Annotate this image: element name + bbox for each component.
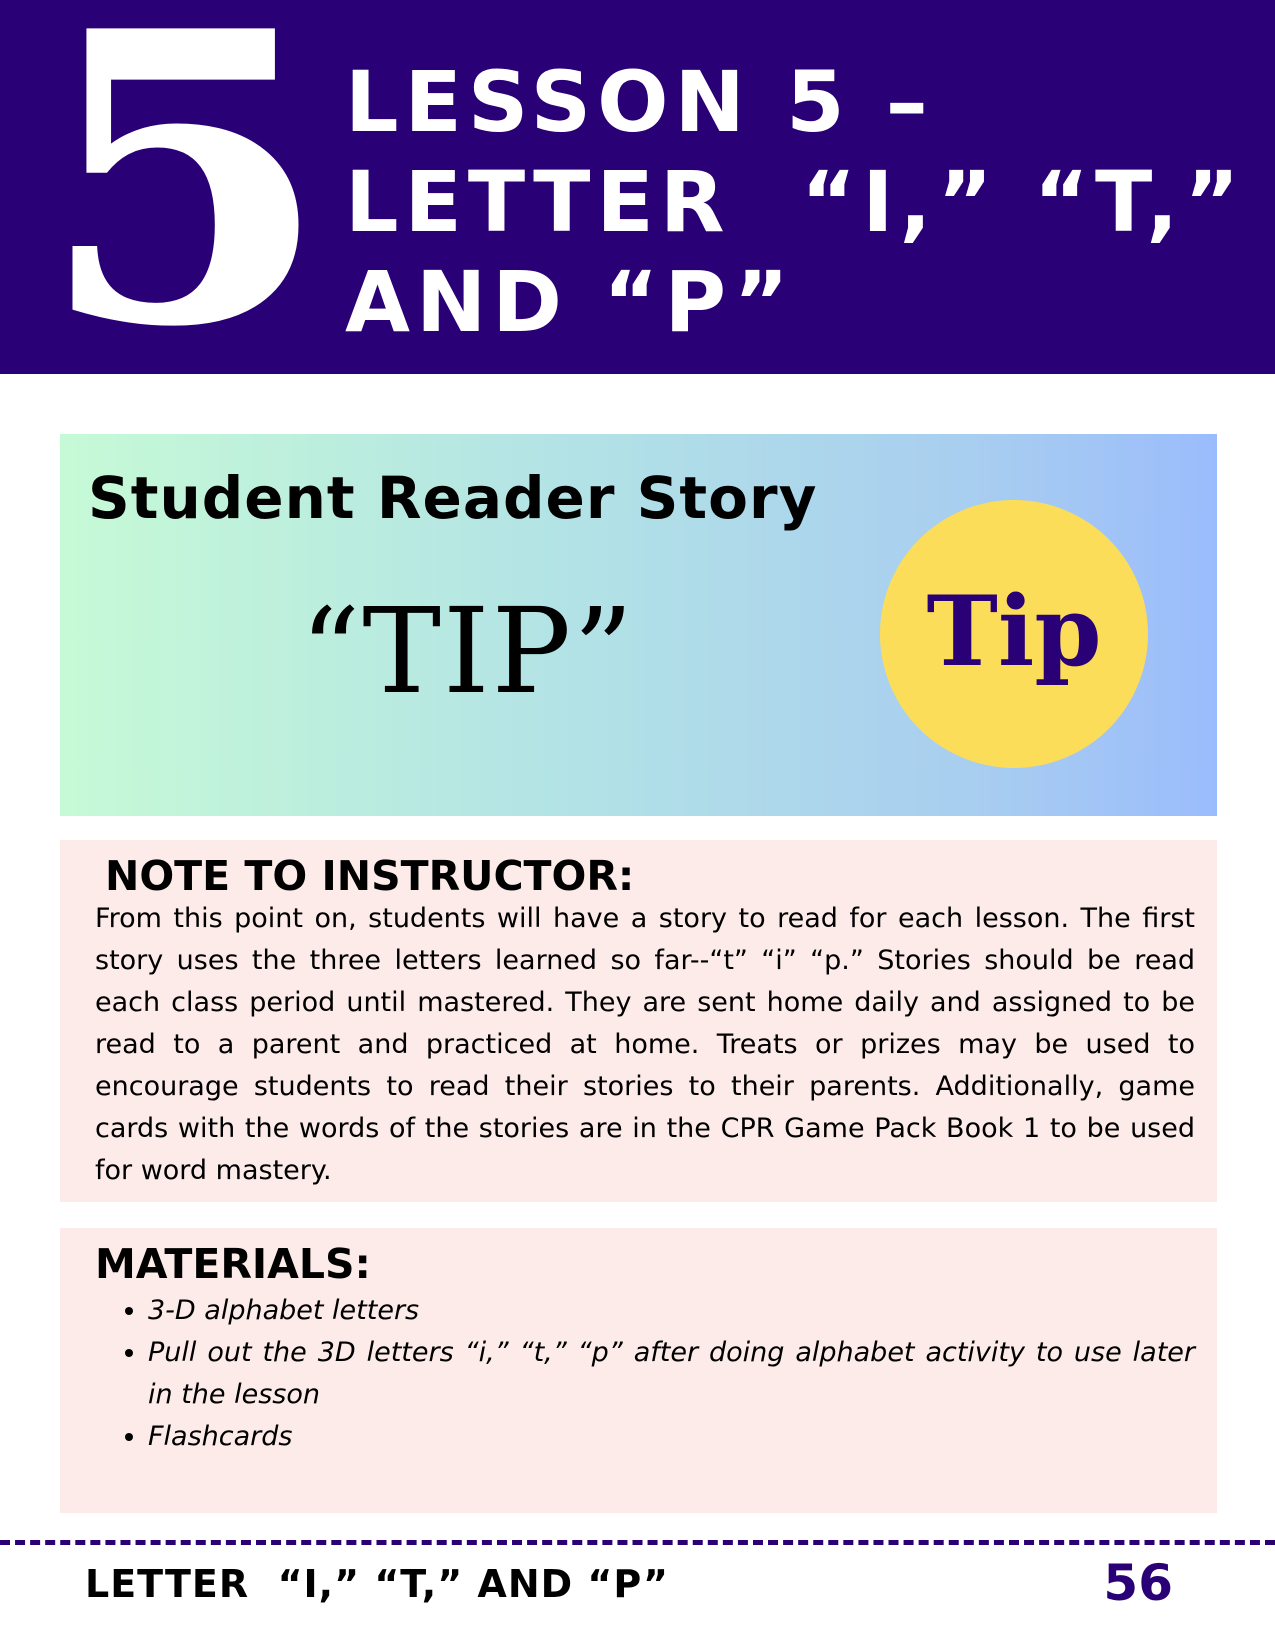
materials-list (95, 1290, 1195, 1458)
materials-box (60, 1228, 1217, 1513)
footer-title: LETTER “I,” “T,” AND “P” (85, 1562, 669, 1606)
list-item: • Pull out the 3D letters “i,” “t,” “p” after doing alphabet activity to use later in the lesson (148, 1332, 1195, 1416)
story-banner (60, 434, 1217, 816)
lesson-number: 5 (38, 0, 331, 415)
list-item: • 3-D alphabet letters (148, 1290, 1195, 1332)
lesson-title-line-3: AND “P” (345, 253, 795, 351)
materials-heading: MATERIALS: (95, 1240, 371, 1288)
lesson-title-line-2: LETTER “I,” “T,” (345, 153, 1246, 251)
lesson-title-line-1: LESSON 5 – (345, 53, 934, 151)
footer-divider (0, 1540, 1275, 1545)
tip-badge-label: Tip (926, 574, 1102, 688)
note-body: From this point on, students will have a story to read for each lesson. The first story uses the three letters learned so far--“t” “i” “p.” Stories should be read each class period until mastered. They are sent home daily and assigned to be read to a parent and practiced at home. Treats or prizes may be used to encourage students to read their stories to their parents. Additionally, game cards with the words of the stories are in the CPR Game Pack Book 1 to be used for word mastery. (95, 903, 1195, 1186)
page-number: 56 (1103, 1554, 1173, 1612)
story-title: “TIP” (300, 582, 636, 720)
tip-badge (880, 500, 1148, 768)
note-to-instructor-box (60, 840, 1217, 1202)
list-item: • Flashcards (148, 1416, 1195, 1458)
lesson-title (345, 52, 1245, 352)
lesson-header (0, 0, 1275, 415)
note-heading: NOTE TO INSTRUCTOR: (105, 852, 635, 900)
story-heading: Student Reader Story (88, 464, 818, 532)
